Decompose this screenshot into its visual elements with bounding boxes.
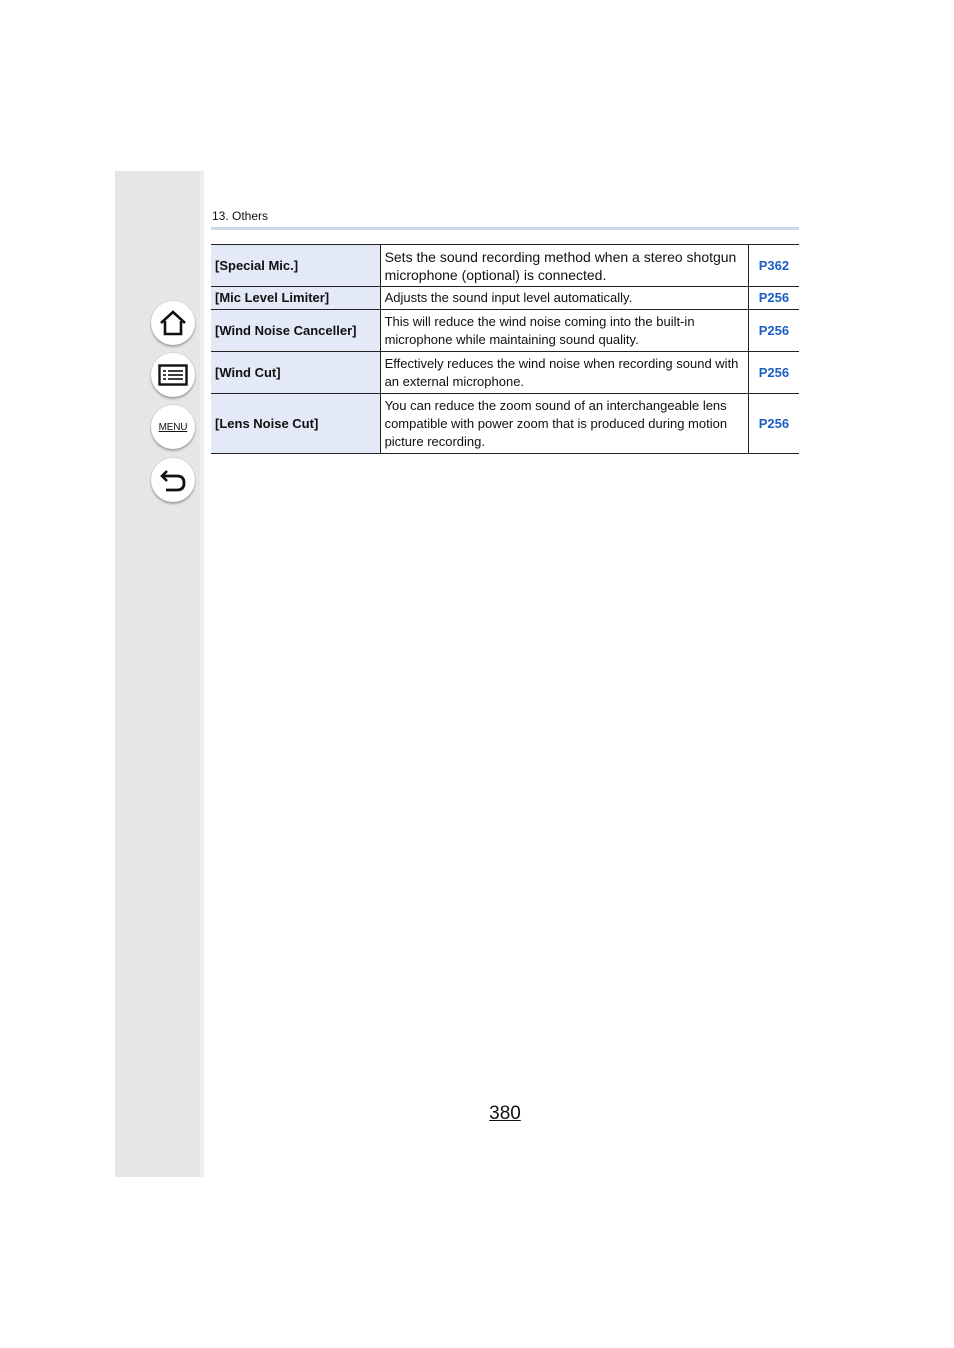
page-reference-link[interactable]: P256 xyxy=(758,415,790,431)
setting-name: [Lens Noise Cut] xyxy=(211,394,380,454)
menu-button[interactable] xyxy=(151,405,195,449)
setting-name: [Mic Level Limiter] xyxy=(211,287,380,310)
menu-label: MENU xyxy=(158,421,188,433)
back-button[interactable] xyxy=(151,458,195,502)
setting-description: Effectively reduces the wind noise when recording sound with an external microphone. xyxy=(380,352,748,394)
list-icon xyxy=(158,364,188,386)
setting-description: This will reduce the wind noise coming into the built-in microphone while maintaining sound quality. xyxy=(380,310,748,352)
page-reference-cell xyxy=(748,394,799,454)
page-reference-cell xyxy=(748,287,799,310)
return-arrow-icon xyxy=(158,466,188,494)
page-reference-link[interactable]: P256 xyxy=(758,364,790,380)
setting-name: [Wind Noise Canceller] xyxy=(211,310,380,352)
table-row xyxy=(211,287,799,310)
page-reference-link[interactable]: P256 xyxy=(758,290,790,305)
table-row xyxy=(211,245,799,287)
settings-table xyxy=(211,244,799,454)
header-rule xyxy=(211,227,799,230)
setting-description: Sets the sound recording method when a stereo shotgun microphone (optional) is connected. xyxy=(380,245,748,287)
contents-button[interactable] xyxy=(151,353,195,397)
page-reference-link[interactable]: P256 xyxy=(758,322,790,338)
setting-description: You can reduce the zoom sound of an interchangeable lens compatible with power zoom that is produced during motion picture recording. xyxy=(380,394,748,454)
sidebar-edge xyxy=(200,171,204,1177)
page-reference-cell xyxy=(748,310,799,352)
page-reference-cell xyxy=(748,352,799,394)
page-number: 380 xyxy=(489,1103,521,1124)
home-button[interactable] xyxy=(151,301,195,345)
section-header: 13. Others xyxy=(212,209,269,223)
table-row xyxy=(211,394,799,454)
page-reference-cell xyxy=(748,245,799,287)
table-row xyxy=(211,310,799,352)
setting-name: [Wind Cut] xyxy=(211,352,380,394)
setting-name: [Special Mic.] xyxy=(211,245,380,287)
table-row xyxy=(211,352,799,394)
home-icon xyxy=(158,309,188,337)
page-reference-link[interactable]: P362 xyxy=(758,257,790,273)
setting-description: Adjusts the sound input level automatically. xyxy=(380,287,748,310)
